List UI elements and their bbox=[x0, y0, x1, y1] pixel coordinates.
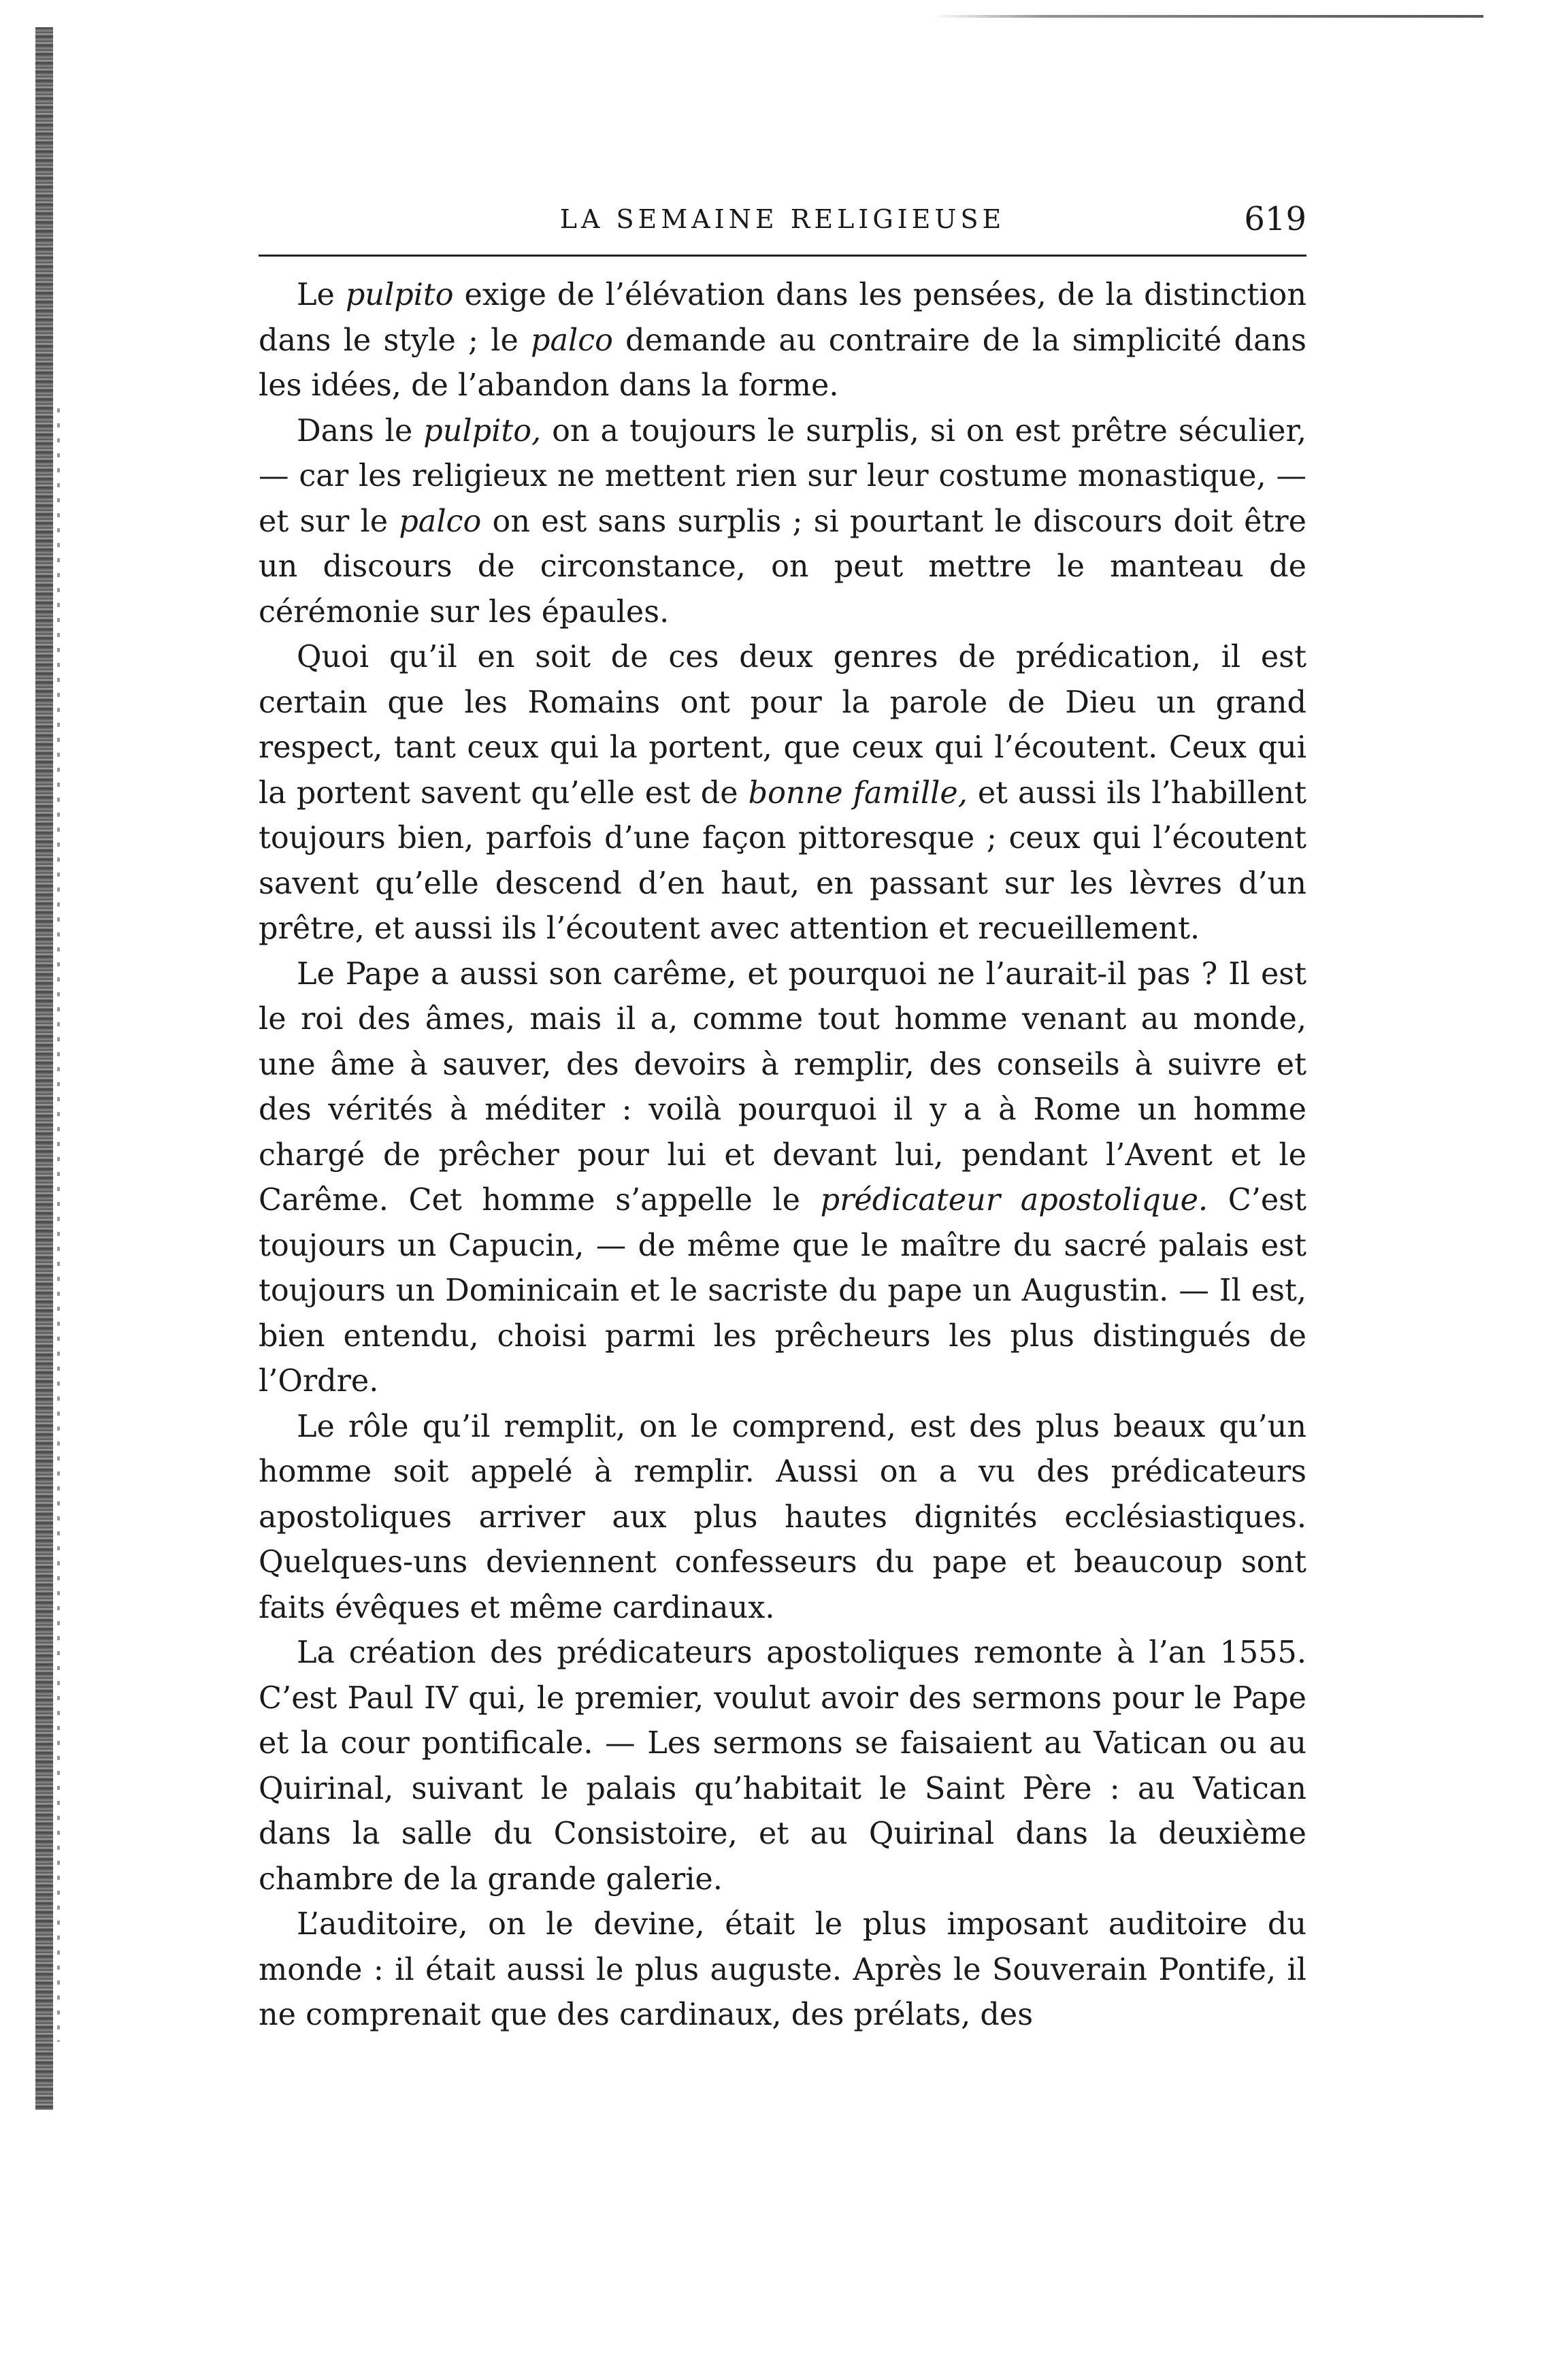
paragraph-4 bbox=[259, 952, 1306, 1405]
header-rule bbox=[259, 255, 1306, 257]
italic-run: prédicateur apostolique. bbox=[820, 1183, 1208, 1218]
body-text bbox=[259, 273, 1306, 2038]
text-run: Quoi qu’il en soit de ces deux genres de prédication, il est certain que les Romains ont pour la parole de Dieu un grand respect, tant ceux qui la portent, que ceux qui l’écoutent. Ceux qui la portent savent qu’elle est de bbox=[259, 640, 1306, 811]
paragraph-5 bbox=[259, 1405, 1306, 1631]
italic-run: pulpito, bbox=[423, 413, 542, 449]
text-run: on a toujours le surplis, si on est prêtre séculier, — car les religieux ne mettent rien sur leur costume monastique, — et sur le bbox=[259, 413, 1306, 539]
text-run: Le bbox=[297, 278, 346, 312]
text-run: Le rôle qu’il remplit, on le comprend, est des plus beaux qu’un homme soit appelé à remplir. Aussi on a vu des prédicateurs apostoliques arriver aux plus hautes dignités ecclésiastiques. Quelques-uns deviennent confesseurs du pape et beaucoup sont faits évêques et même cardinaux. bbox=[259, 1409, 1306, 1625]
paragraph-1 bbox=[259, 273, 1306, 409]
text-run: C’est toujours un Capucin, — de même que le maître du sacré palais est toujours un Dominicain et le sacriste du pape un Augustin. — Il est, bien entendu, choisi parmi les prêcheurs les plus distingués de l’Ordre. bbox=[259, 1183, 1306, 1399]
page-number: 619 bbox=[1244, 200, 1306, 238]
scan-binding-edge bbox=[35, 27, 53, 2110]
text-run: La création des prédicateurs apostoliques remonte à l’an 1555. C’est Paul IV qui, le premier, voulut avoir des sermons pour le Pape et la cour pontificale. — Les sermons se faisaient au Vatican ou au Quirinal, suivant le palais qu’habitait le Saint Père : au Vatican dans la salle du Consistoire, et au Quirinal dans la deuxième chambre de la grande galerie. bbox=[259, 1635, 1306, 1897]
italic-run: bonne famille, bbox=[748, 775, 968, 811]
scan-top-smudge bbox=[932, 15, 1483, 18]
running-head bbox=[259, 197, 1306, 238]
italic-run: palco bbox=[399, 504, 482, 539]
scan-binding-edge-marks bbox=[57, 408, 60, 2042]
text-run: on est sans surplis ; si pourtant le discours doit être un discours de circonstance, on peut mettre le manteau de cérémonie sur les épaules. bbox=[259, 504, 1306, 630]
paragraph-7 bbox=[259, 1902, 1306, 2038]
paragraph-2 bbox=[259, 409, 1306, 636]
italic-run: pulpito bbox=[345, 278, 454, 312]
text-run: demande au contraire de la simplicité dans les idées, de l’abandon dans la forme. bbox=[259, 323, 1306, 403]
text-run: Dans le bbox=[297, 413, 424, 449]
paragraph-6 bbox=[259, 1631, 1306, 1902]
text-run: et aussi ils l’habillent toujours bien, parfois d’une façon pittoresque ; ceux qui l’écoutent savent qu’elle descend d’en haut, en passant sur les lèvres d’un prêtre, et aussi ils l’écoutent avec attention et recueillement. bbox=[259, 775, 1306, 946]
text-run: Le Pape a aussi son carême, et pourquoi ne l’aurait-il pas ? Il est le roi des âmes, mais il a, comme tout homme venant au monde, une âme à sauver, des devoirs à remplir, des conseils à suivre et des vérités à méditer : voilà pourquoi il y a à Rome un homme chargé de prêcher pour lui et devant lui, pendant l’Avent et le Carême. Cet homme s’appelle le bbox=[259, 956, 1306, 1218]
italic-run: palco bbox=[530, 323, 613, 358]
text-run: exige de l’élévation dans les pensées, de la distinction dans le style ; le bbox=[259, 278, 1306, 358]
running-title: LA SEMAINE RELIGIEUSE bbox=[559, 204, 1006, 234]
text-run: L’auditoire, on le devine, était le plus imposant auditoire du monde : il était aussi le plus auguste. Après le Souverain Pontife, il ne comprenait que des cardinaux, des prélats, des bbox=[259, 1907, 1306, 2032]
paragraph-3 bbox=[259, 635, 1306, 952]
book-page bbox=[259, 197, 1306, 2038]
